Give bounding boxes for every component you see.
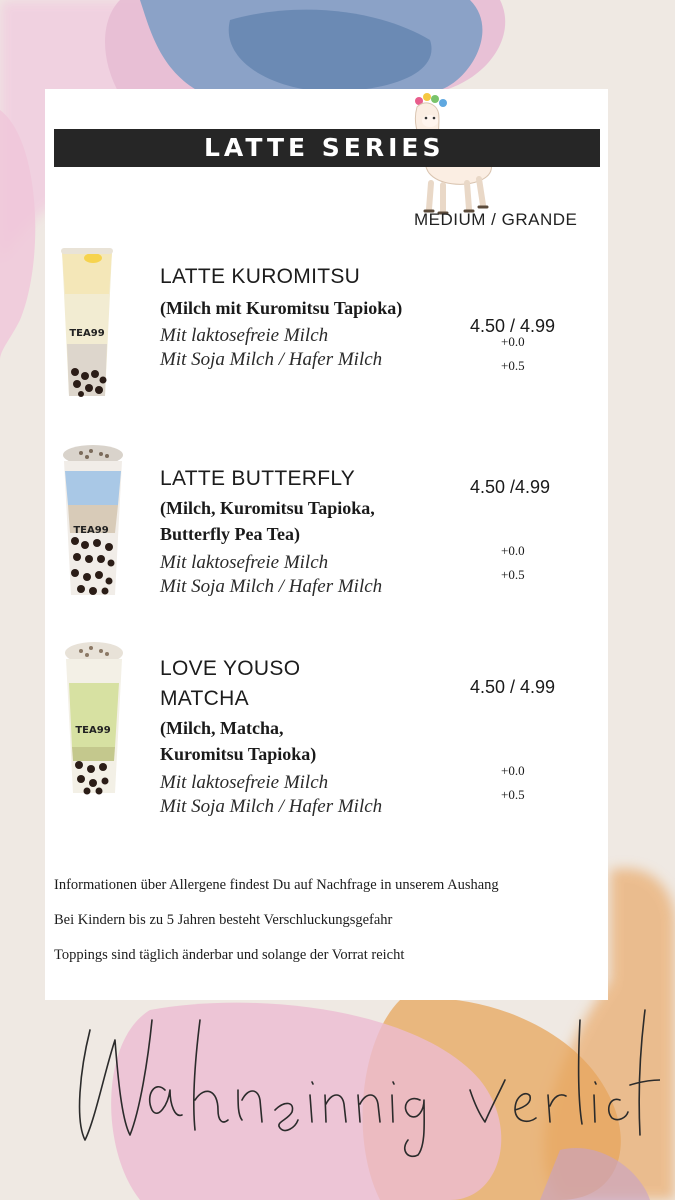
section-title: LATTE SERIES xyxy=(204,133,445,162)
item-description xyxy=(160,715,316,767)
item-description xyxy=(160,495,375,547)
item-extra-price: +0.5 xyxy=(501,567,525,582)
item-description-line: Kuromitsu Tapioka) xyxy=(160,744,317,764)
item-extras xyxy=(501,759,525,807)
item-options xyxy=(160,324,382,372)
item-option: Mit Soja Milch / Hafer Milch xyxy=(160,796,383,817)
item-name xyxy=(160,464,355,494)
script-slogan xyxy=(60,1000,660,1160)
item-price: 4.50 / 4.99 xyxy=(470,677,556,697)
cup-butterfly-image xyxy=(61,441,125,599)
item-extra-price: +0.5 xyxy=(501,358,525,373)
item-description-line: (Milch, Matcha, xyxy=(160,718,284,738)
item-extra-price: +0.0 xyxy=(501,334,525,349)
item-name-line: LOVE YOUSO xyxy=(160,657,301,680)
item-option: Mit laktosefreie Milch xyxy=(160,325,329,346)
item-name xyxy=(160,654,300,714)
info-notes xyxy=(54,875,499,980)
cup-matcha-image xyxy=(63,637,125,797)
cup-kuromitsu-image xyxy=(59,244,115,402)
item-description xyxy=(160,295,402,321)
menu-card xyxy=(45,89,608,1000)
item-description-line: Butterfly Pea Tea) xyxy=(160,524,300,544)
choking-hazard-note: Bei Kindern bis zu 5 Jahren besteht Verschluckungsgefahr xyxy=(54,912,393,928)
item-extras xyxy=(501,330,525,378)
item-name-line: MATCHA xyxy=(160,687,249,710)
item-option: Mit Soja Milch / Hafer Milch xyxy=(160,576,383,597)
cup-brand-label: TEA99 xyxy=(69,328,105,339)
item-extra-price: +0.5 xyxy=(501,787,525,802)
allergen-note: Informationen über Allergene findest Du auf Nachfrage in unserem Aushang xyxy=(54,877,499,893)
item-option: Mit laktosefreie Milch xyxy=(160,772,329,793)
item-extra-price: +0.0 xyxy=(501,763,525,778)
size-header: MEDIUM / GRANDE xyxy=(414,210,578,229)
item-option: Mit laktosefreie Milch xyxy=(160,552,329,573)
section-title-bar xyxy=(54,129,600,167)
cup-brand-label: TEA99 xyxy=(73,525,109,536)
item-price: 4.50 /4.99 xyxy=(470,477,551,497)
item-options xyxy=(160,551,382,599)
toppings-note: Toppings sind täglich änderbar und solange der Vorrat reicht xyxy=(54,947,405,963)
item-description-line: (Milch, Kuromitsu Tapioka, xyxy=(160,498,375,518)
item-option: Mit Soja Milch / Hafer Milch xyxy=(160,349,383,370)
item-name-line: LATTE BUTTERFLY xyxy=(160,467,356,490)
item-name-line: LATTE KUROMITSU xyxy=(160,265,361,288)
item-name xyxy=(160,262,360,292)
item-extra-price: +0.0 xyxy=(501,543,525,558)
item-description-line: (Milch mit Kuromitsu Tapioka) xyxy=(160,298,403,318)
item-extras xyxy=(501,539,525,587)
item-options xyxy=(160,771,382,819)
item-price: 4.50 / 4.99 xyxy=(470,316,556,336)
cup-brand-label: TEA99 xyxy=(75,725,111,736)
